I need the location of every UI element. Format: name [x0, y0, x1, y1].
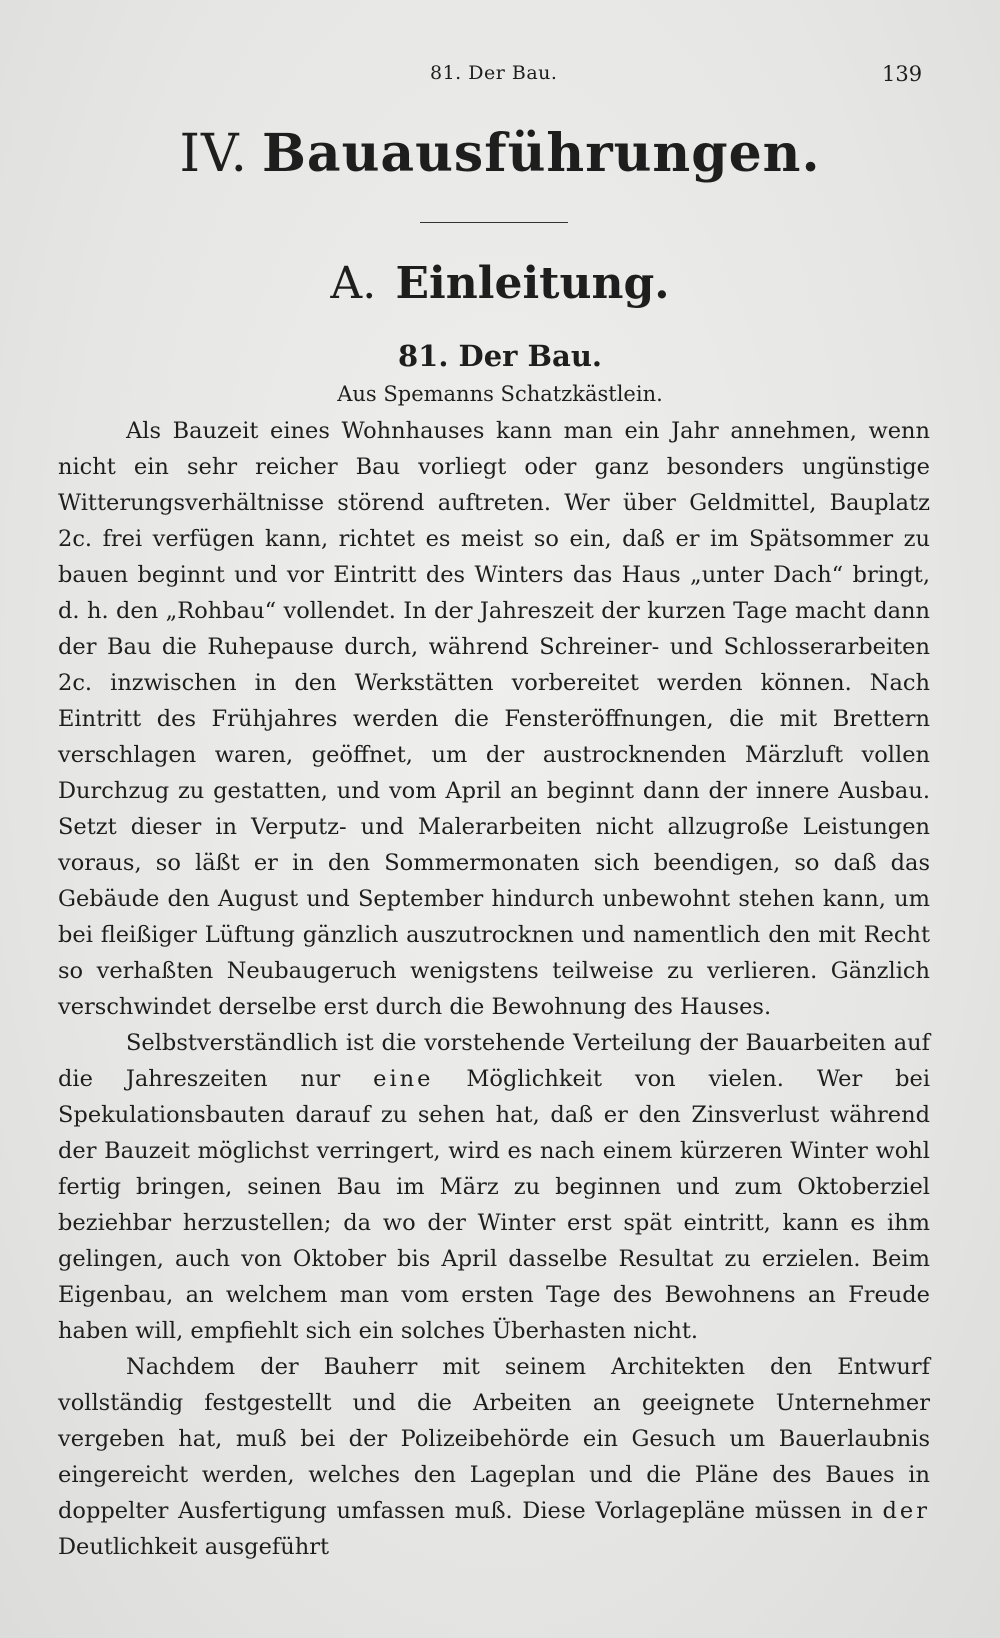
part-heading	[0, 123, 1000, 184]
chapter-number: 81.	[397, 339, 449, 373]
part-number: IV.	[179, 124, 248, 184]
paragraph-1: Als Bauzeit eines Wohnhauses kann man ein Jahr annehmen, wenn nicht ein sehr reicher Bau vorliegt oder ganz besonders ungünstige Witterungsverhältnisse störend auftreten. Wer über Geldmittel, Bauplatz 2c. frei verfügen kann, richtet es meist so ein, daß er im Spätsommer zu bauen beginnt und vor Eintritt des Winters das Haus „unter Dach“ bringt, d. h. den „Rohbau“ vollendet. In der Jahreszeit der kurzen Tage macht dann der Bau die Ruhepause durch, während Schreiner- und Schlosserarbeiten 2c. inzwischen in den Werkstätten vorbereitet werden können. Nach Eintritt des Frühjahres werden die Fensteröffnungen, die mit Brettern verschlagen waren, geöffnet, um der austrocknenden Märzluft vollen Durchzug zu gestatten, und vom April an beginnt dann der innere Ausbau. Setzt dieser in Verputz- und Malerarbeiten nicht allzugroße Leistungen voraus, so läßt er in den Sommermonaten sich beendigen, so daß das Gebäude den August und September hindurch unbewohnt stehen kann, um bei fleißiger Lüftung gänzlich auszutrocknen und namentlich den mit Recht so verhaßten Neubaugeruch wenigstens teilweise zu verlieren. Gänzlich verschwindet derselbe erst durch die Bewohnung des Hauses.	[58, 418, 930, 1020]
page-number: 139	[882, 62, 923, 86]
paragraph-3	[58, 1349, 930, 1565]
section-letter: A.	[330, 258, 377, 309]
body-text	[58, 413, 930, 1565]
part-title: Bauausführungen.	[261, 123, 821, 184]
heading-rule	[420, 222, 568, 223]
paragraph-2	[58, 1025, 930, 1349]
section-title: Einleitung.	[395, 258, 670, 309]
paragraph-2-end: Möglichkeit von vielen. Wer bei Spekulationsbauten darauf zu sehen hat, daß er den Zinsverlust während der Bauzeit möglichst verringert, wird es nach einem kürzeren Winter wohl fertig bringen, seinen Bau im März zu beginnen und zum Oktoberziel beziehbar herzustellen; da wo der Winter erst spät eintritt, kann es ihm gelingen, auch von Oktober bis April dasselbe Resultat zu erzielen. Beim Eigenbau, an welchem man vom ersten Tage des Bewohnens an Freude haben will, empfiehlt sich ein solches Überhasten nicht.	[58, 1066, 931, 1344]
chapter-heading	[0, 339, 1000, 373]
paragraph-2-start: Selbstverständlich ist die vorstehende Verteilung der Bauarbeiten auf die Jahreszeiten nur	[58, 1030, 930, 1092]
paragraph-3-end: Deutlichkeit ausgeführt	[58, 1534, 329, 1560]
section-heading	[0, 258, 1000, 309]
emphasized-word: eine	[373, 1066, 434, 1092]
running-head	[0, 62, 1000, 92]
emphasized-word: der	[882, 1498, 930, 1524]
source-line: Aus Spemanns Schatzkästlein.	[337, 382, 663, 406]
running-title: 81. Der Bau.	[430, 62, 558, 84]
chapter-title: Der Bau.	[458, 339, 603, 373]
paragraph-3-start: Nachdem der Bauherr mit seinem Architekten den Entwurf vollständig festgestellt und die Arbeiten an geeignete Unternehmer vergeben hat, muß bei der Polizeibehörde ein Gesuch um Bauerlaubnis eingereicht werden, welches den Lageplan und die Pläne des Baues in doppelter Ausfertigung umfassen muß. Diese Vorlagepläne müssen in	[58, 1354, 930, 1524]
